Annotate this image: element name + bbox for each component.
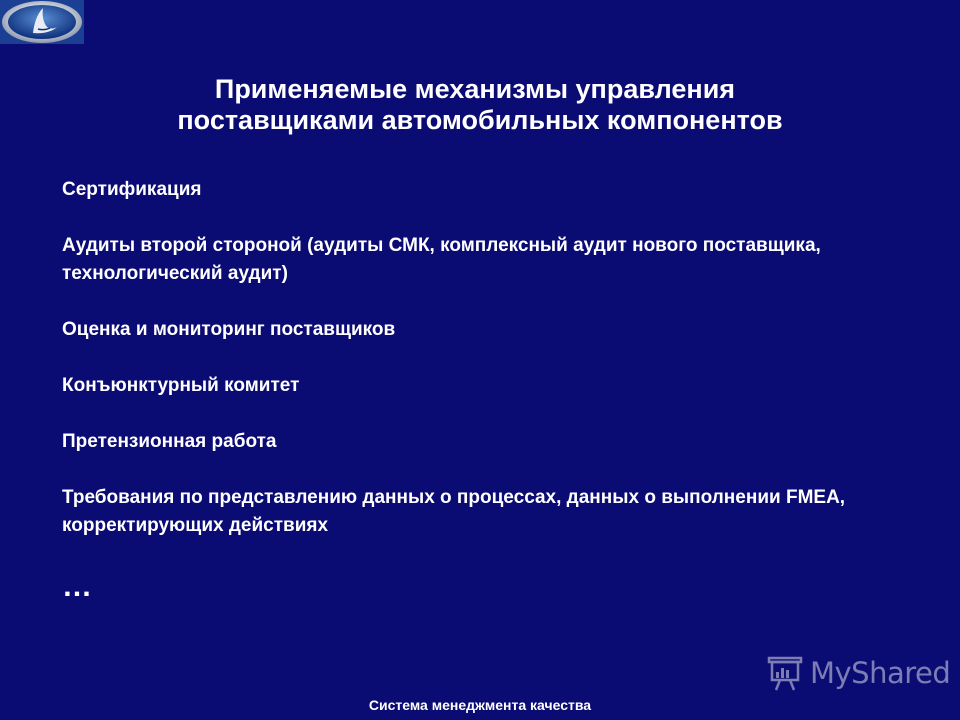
list-item-claims-work: Претензионная работа [62, 431, 277, 452]
list-item-certification: Сертификация [62, 179, 202, 200]
ellipsis: … [62, 570, 94, 603]
list-item-second-party-audits: Аудиты второй стороной (аудиты СМК, комплексный аудит нового поставщика, технологический аудит) [62, 235, 821, 284]
list-item-market-committee: Конъюнктурный комитет [62, 375, 300, 396]
lada-boat-logo-icon [0, 0, 84, 44]
presentation-icon [766, 656, 806, 694]
watermark [766, 654, 951, 694]
watermark-text: MyShared [810, 656, 951, 690]
title-line-2: поставщиками автомобильных компонентов [177, 105, 783, 135]
lada-logo [0, 0, 84, 44]
list-item-supplier-evaluation: Оценка и мониторинг поставщиков [62, 319, 396, 340]
title-line-1: Применяемые механизмы управления [214, 74, 736, 104]
footer-text: Система менеджмента качества [368, 697, 592, 713]
list-item-data-requirements: Требования по представлению данных о процессах, данных о выполнении FMEA, корректирующих действиях [62, 487, 846, 536]
slide-title [0, 74, 960, 136]
